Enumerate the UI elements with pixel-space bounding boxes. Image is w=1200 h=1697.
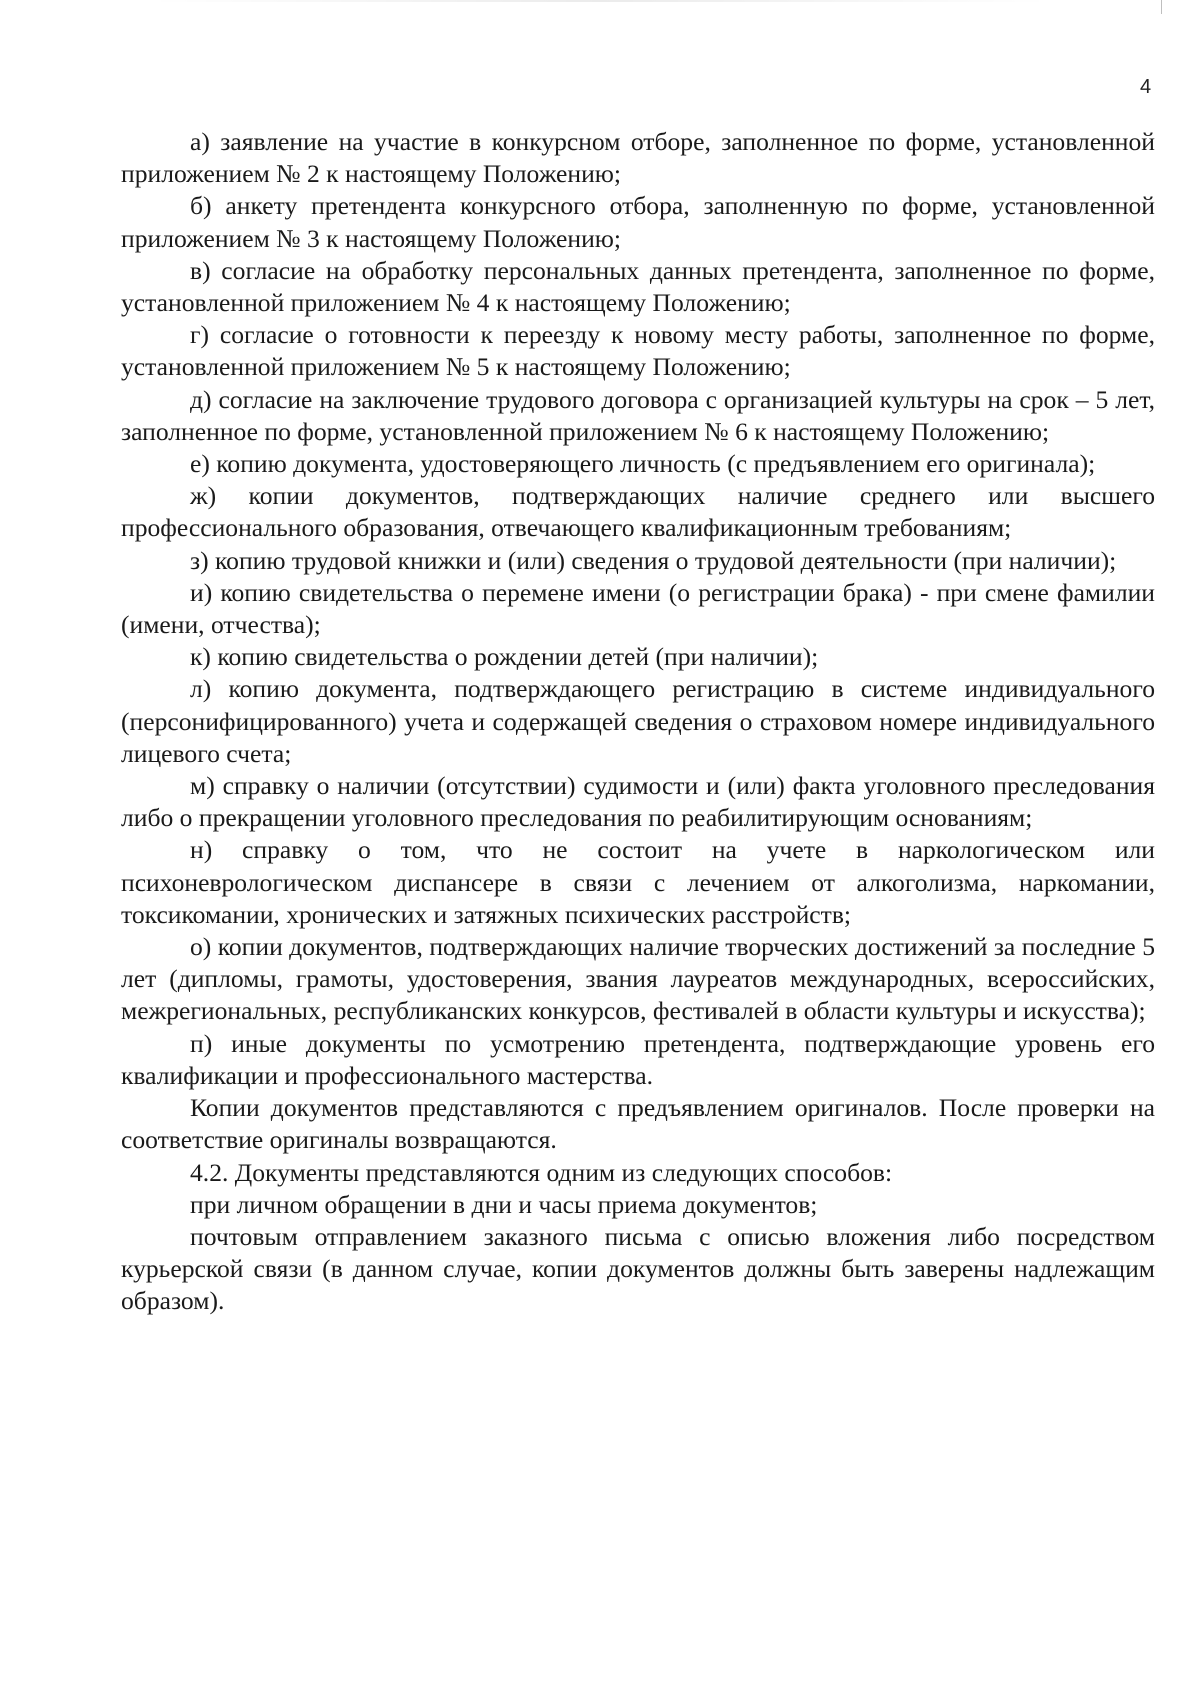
item-l: л) копию документа, подтверждающего регистрацию в системе индивидуального (персонифицированного) учета и содержащей сведения о страховом номере индивидуального лицевого счета; (121, 674, 1155, 768)
item-e: е) копию документа, удостоверяющего личность (с предъявлением его оригинала); (190, 449, 1096, 479)
item-m: м) справку о наличии (отсутствии) судимости и (или) факта уголовного преследования либо о прекращении уголовного преследования по реабилитирующим основаниям; (121, 771, 1155, 833)
method-postal: почтовым отправлением заказного письма с описью вложения либо посредством курьерской связи (в данном случае, копии документов должны быть заверены надлежащим образом). (121, 1221, 1155, 1316)
item-v: в) согласие на обработку персональных данных претендента, заполненное по форме, установленной приложением № 4 к настоящему Положению; (121, 255, 1155, 318)
page-number: 4 (1140, 76, 1152, 98)
item-z: з) копию трудовой книжки и (или) сведения о трудовой деятельности (при наличии); (190, 545, 1117, 575)
copies-note: Копии документов представляются с предъявлением оригиналов. После проверки на соответствие оригиналы возвращаются. (121, 1093, 1155, 1155)
item-o: о) копии документов, подтверждающих наличие творческих достижений за последние 5 лет (дипломы, грамоты, удостоверения, звания лауреатов международных, всероссийских, межрегиональных, республиканских конкурсов, фестивалей в области культуры и искусства); (121, 932, 1155, 1026)
item-g: г) согласие о готовности к переезду к новому месту работы, заполненное по форме, установленной приложением № 5 к настоящему Положению; (121, 320, 1155, 382)
section-4-2: 4.2. Документы представляются одним из следующих способов: (190, 1157, 893, 1187)
item-k: к) копию свидетельства о рождении детей (при наличии); (190, 642, 819, 672)
item-p: п) иные документы по усмотрению претендента, подтверждающие уровень его квалификации и профессионального мастерства. (121, 1028, 1155, 1090)
item-a: а) заявление на участие в конкурсном отборе, заполненное по форме, установленной приложением № 2 к настоящему Положению; (121, 127, 1155, 189)
method-in-person: при личном обращении в дни и часы приема документов; (190, 1189, 818, 1219)
item-b: б) анкету претендента конкурсного отбора, заполненную по форме, установленной приложением № 3 к настоящему Положению; (121, 191, 1155, 253)
scan-edge-artifact (1161, 0, 1162, 14)
item-n: н) справку о том, что не состоит на учете в наркологическом или психоневрологическом диспансере в связи с лечением от алкоголизма, наркомании, токсикомании, хронических и затяжных психических расстройств; (121, 835, 1155, 929)
document-body (121, 126, 1155, 1318)
item-i: и) копию свидетельства о перемене имени (о регистрации брака) - при смене фамилии (имени, отчества); (121, 577, 1155, 640)
item-d: д) согласие на заключение трудового договора с организацией культуры на срок – 5 лет, заполненное по форме, установленной приложением № 6 к настоящему Положению; (121, 384, 1155, 446)
item-zh: ж) копии документов, подтверждающих наличие среднего или высшего профессионального образования, отвечающего квалификационным требованиям; (121, 481, 1155, 543)
scan-artifact (150, 0, 1050, 2)
